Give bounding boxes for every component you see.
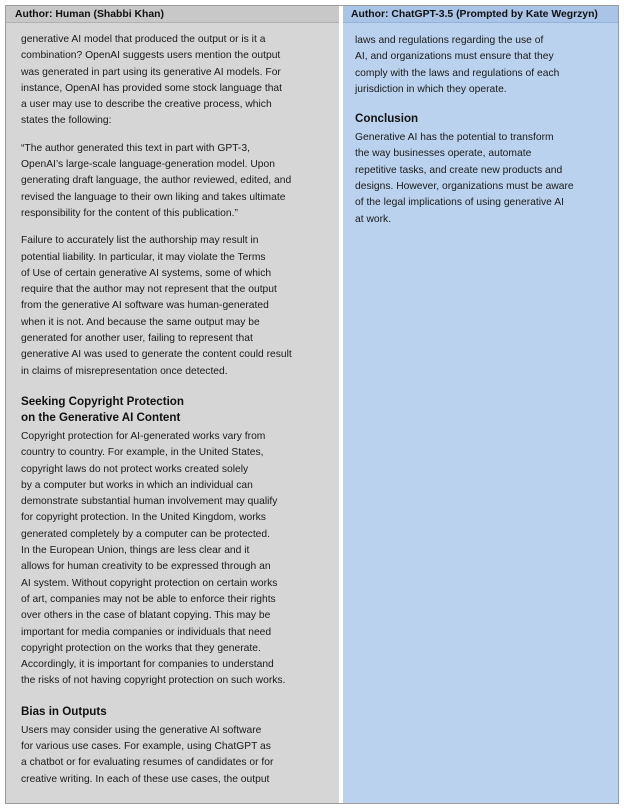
human-column-header: Author: Human (Shabbi Khan) bbox=[6, 6, 339, 23]
paragraph-authorship-intro: generative AI model that produced the output or is it a combination? OpenAI suggests users mention the output was generated in part using its generative AI models. For instance, OpenAI has provided some stock language that a user may use to describe the creative process, which states the following: bbox=[21, 34, 283, 127]
paragraph-liability: Failure to accurately list the authorship may result in potential liability. In particular, it may violate the Terms of Use of certain generative AI systems, some of which require that the author may not represent that the output from the generative AI software was human-generated when it is not. And because the same output may be generated for another user, failing to represent that generative AI was used to generate the content could result in claims of misrepresentation once detected. bbox=[21, 235, 292, 377]
chatgpt-column-header: Author: ChatGPT-3.5 (Prompted by Kate Wegrzyn) bbox=[343, 6, 618, 23]
human-column-body bbox=[6, 23, 339, 788]
paragraph-conclusion: Generative AI has the potential to transform the way businesses operate, automate repetitive tasks, and create new products and designs. However, organizations must be aware of the legal implications of using generative AI at work. bbox=[355, 132, 574, 225]
paragraph-copyright: Copyright protection for AI-generated works vary from country to country. For example, in the United States, copyright laws do not protect works created solely by a computer but works in which an individual can demonstrate substantial human involvement may qualify for copyright protection. In the United Kingdom, works generated completely by a computer can be protected. In the European Union, things are less clear and it allows for human creativity to be expressed through an AI system. Without copyright protection on certain works of art, companies may not be able to enforce their rights over others in the case of blatant copying. This may be important for media companies or individuals that need copyright protection on the works that they generate. Accordingly, it is important for companies to understand the risks of not having copyright protection on such works. bbox=[21, 430, 286, 687]
comparison-table bbox=[5, 5, 619, 804]
paragraph-regulations: laws and regulations regarding the use of AI, and organizations must ensure that they comply with the laws and regulations of each jurisdiction in which they operate. bbox=[355, 35, 560, 95]
chatgpt-column-body bbox=[343, 23, 618, 228]
heading-bias-in-outputs: Bias in Outputs bbox=[21, 704, 107, 718]
human-author-column bbox=[6, 6, 341, 803]
heading-conclusion: Conclusion bbox=[355, 112, 419, 126]
paragraph-bias: Users may consider using the generative AI software for various use cases. For example, using ChatGPT as a chatbot or for evaluating resumes of candidates or for creative writing. In each of these use cases, the output bbox=[21, 724, 274, 785]
heading-copyright-protection: Seeking Copyright Protection on the Generative AI Content bbox=[21, 394, 184, 424]
openai-stock-quote: “The author generated this text in part with GPT-3, OpenAI’s large-scale language-generation model. Upon generating draft language, the author reviewed, edited, and revised the language to their own liking and takes ultimate responsibility for the content of this publication.” bbox=[21, 142, 292, 219]
chatgpt-author-column bbox=[343, 6, 618, 803]
